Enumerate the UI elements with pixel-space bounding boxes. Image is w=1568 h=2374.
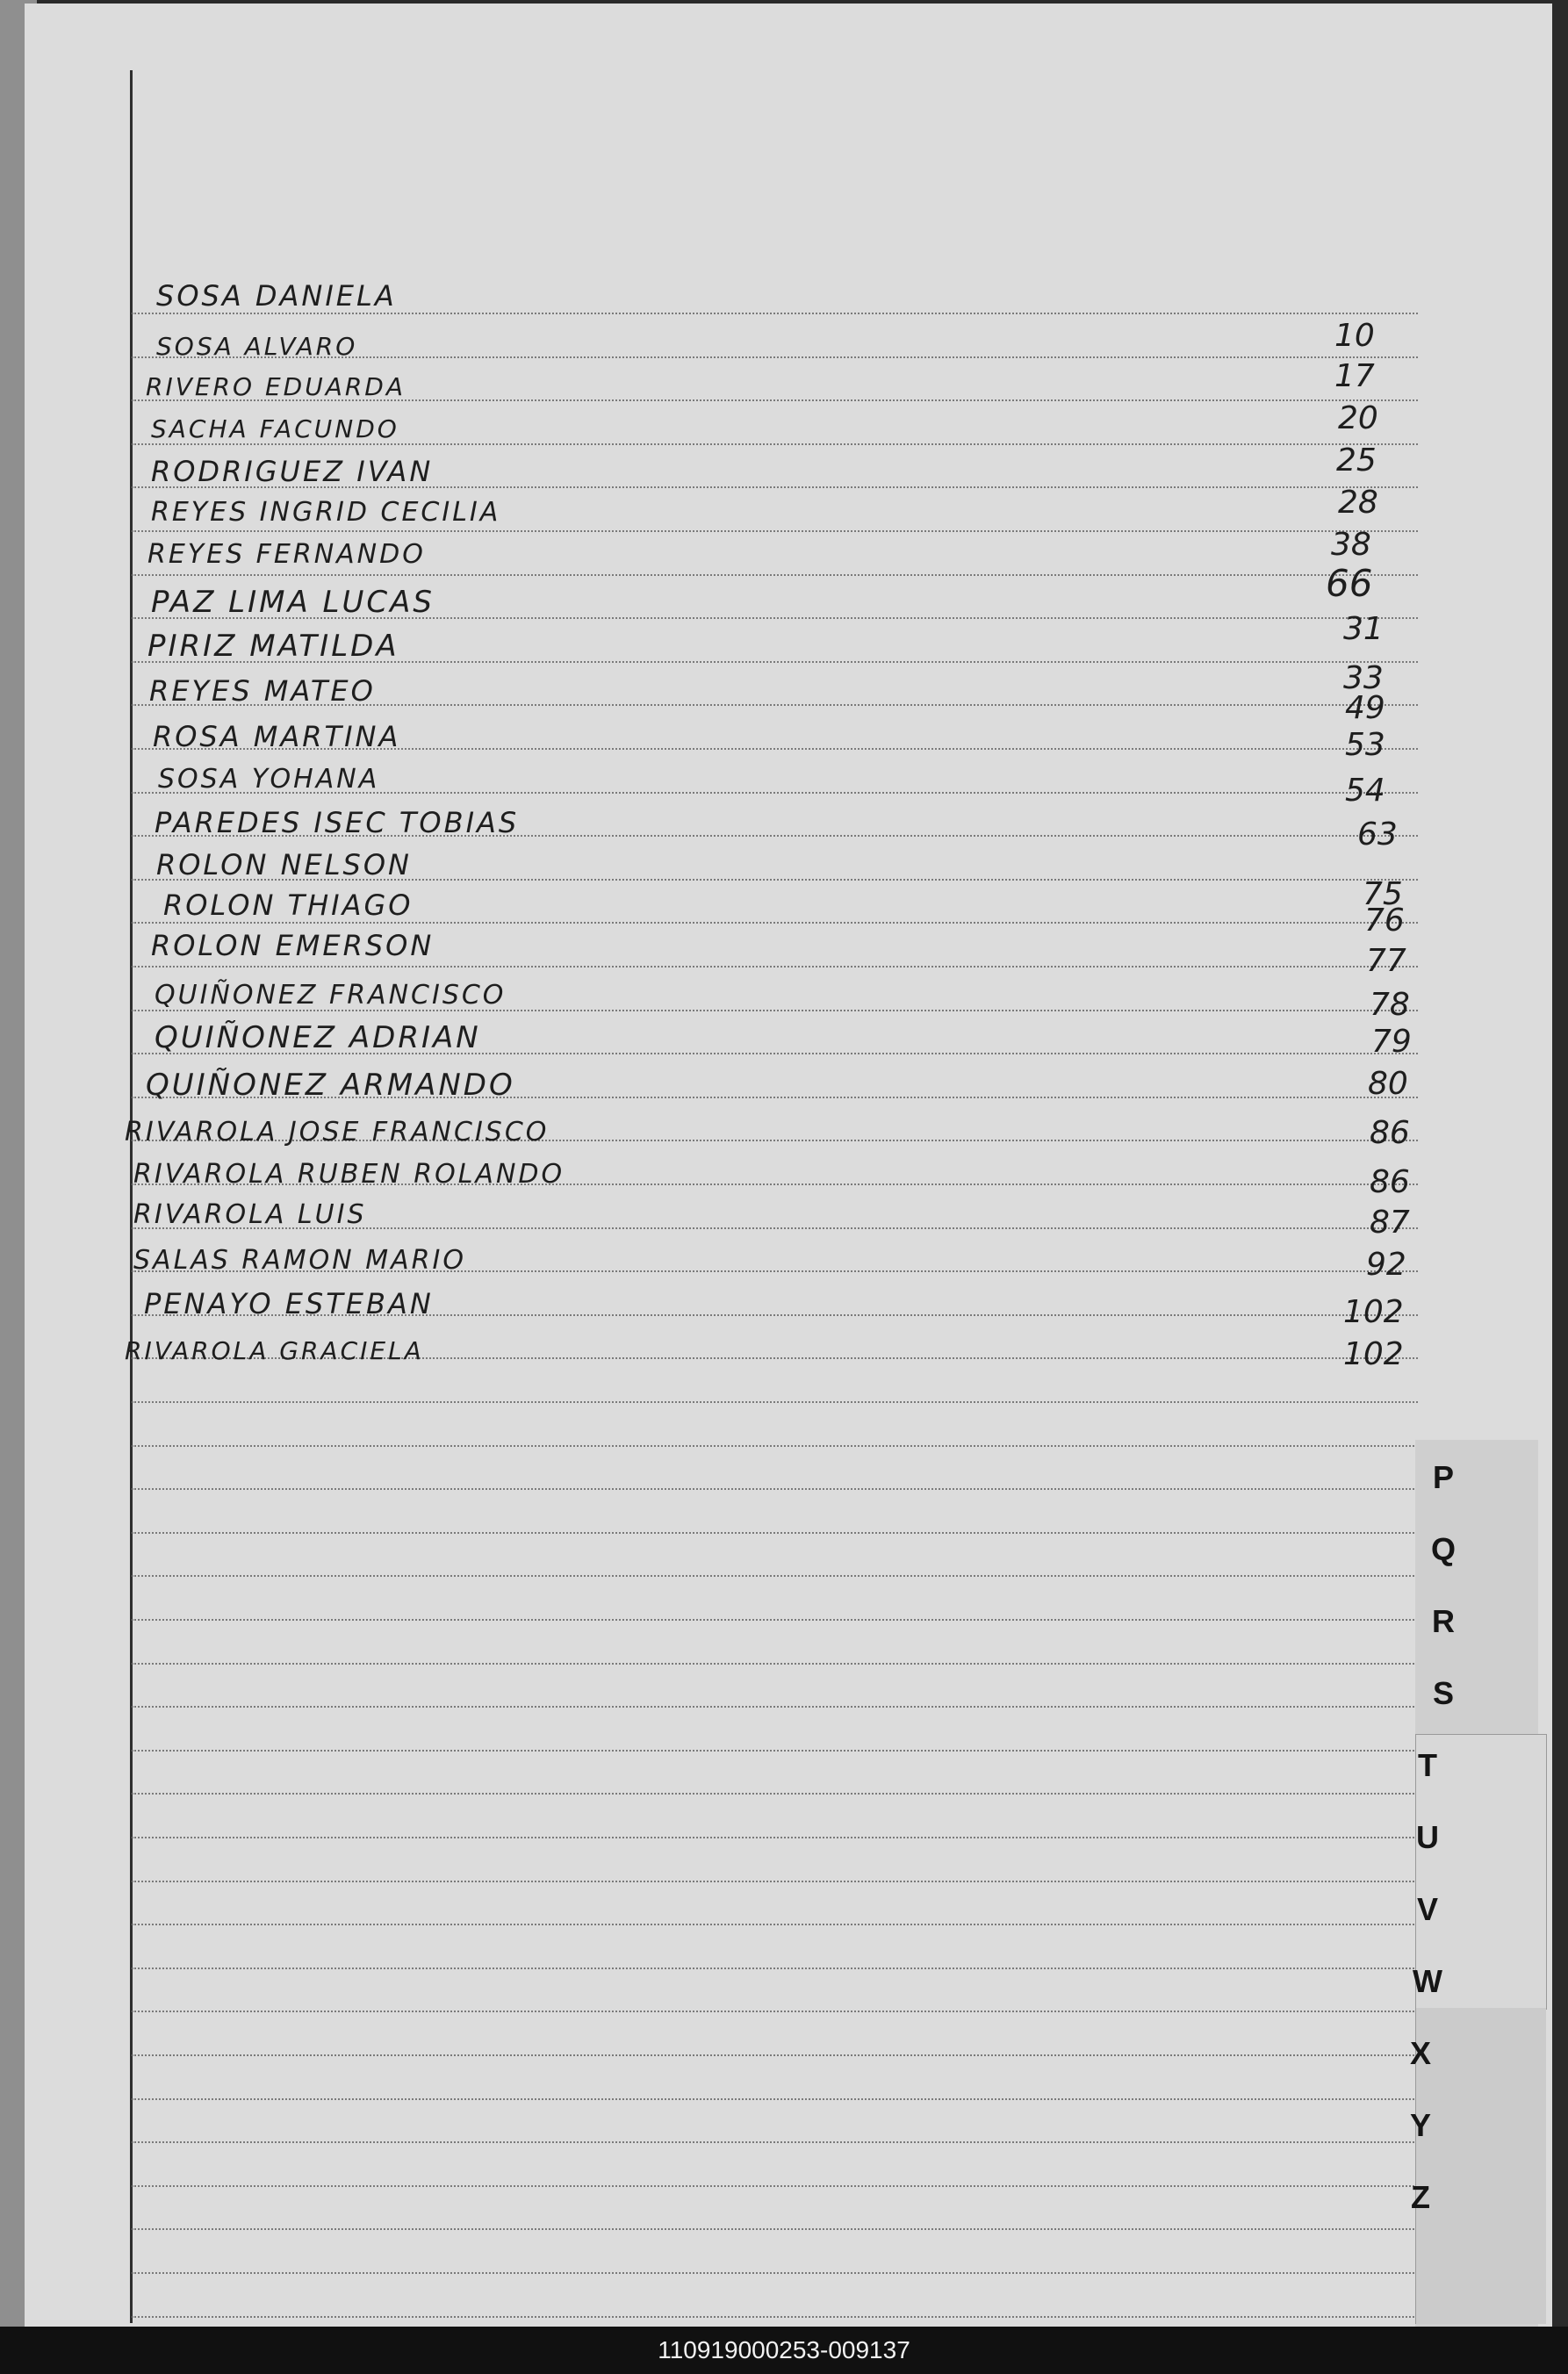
entry-name: SACHA FACUNDO xyxy=(151,414,399,443)
entry-number: 28 xyxy=(1338,485,1378,521)
ruled-line xyxy=(132,1488,1418,1490)
entry-number: 25 xyxy=(1336,442,1377,478)
index-letter[interactable]: T xyxy=(1418,1747,1437,1783)
ruled-line xyxy=(132,2228,1418,2230)
entry-name: SOSA DANIELA xyxy=(156,279,397,313)
index-letter[interactable]: Z xyxy=(1411,2179,1430,2215)
ruled-line xyxy=(132,1575,1418,1577)
entry-number: 92 xyxy=(1366,1247,1406,1283)
entry-number: 102 xyxy=(1343,1336,1404,1372)
entry-name: RIVAROLA GRACIELA xyxy=(125,1336,424,1365)
entry-number: 33 xyxy=(1343,660,1384,696)
index-letter[interactable]: S xyxy=(1432,1675,1454,1711)
entry-number: 77 xyxy=(1366,943,1406,979)
entry-number: 79 xyxy=(1371,1024,1412,1060)
index-letter[interactable]: R xyxy=(1432,1603,1455,1639)
index-letter[interactable]: V xyxy=(1416,1891,1438,1927)
ruled-line xyxy=(132,1793,1418,1795)
ruled-line xyxy=(132,1924,1418,1925)
ruled-line xyxy=(132,1968,1418,1969)
ruled-line xyxy=(132,966,1418,968)
entry-name: ROLON EMERSON xyxy=(151,929,435,962)
entry-number: 10 xyxy=(1334,318,1375,354)
ruled-line xyxy=(132,2316,1418,2318)
entry-number: 20 xyxy=(1338,400,1378,436)
entry-name: QUIÑONEZ ARMANDO xyxy=(146,1068,515,1103)
index-letter[interactable]: W xyxy=(1413,1963,1442,1999)
entry-number: 54 xyxy=(1345,773,1385,809)
entry-name: RIVAROLA LUIS xyxy=(133,1199,367,1230)
index-letter[interactable]: Q xyxy=(1430,1531,1456,1567)
ruled-line xyxy=(132,2272,1418,2274)
entry-number: 86 xyxy=(1370,1115,1410,1151)
entry-name: RIVAROLA RUBEN ROLANDO xyxy=(133,1159,565,1190)
ruled-line xyxy=(132,1663,1418,1665)
entry-number: 31 xyxy=(1343,611,1384,647)
ruled-line xyxy=(132,1837,1418,1838)
ruled-line xyxy=(132,530,1418,532)
ruled-line xyxy=(132,1706,1418,1708)
entry-number: 49 xyxy=(1345,690,1385,726)
ruled-line xyxy=(132,1750,1418,1752)
entry-name: ROSA MARTINA xyxy=(153,720,401,753)
ruled-line xyxy=(132,1532,1418,1534)
ruled-line xyxy=(132,2011,1418,2012)
index-letter[interactable]: Y xyxy=(1409,2107,1431,2143)
entry-name: PIRIZ MATILDA xyxy=(147,629,399,664)
entry-name: REYES INGRID CECILIA xyxy=(151,497,501,528)
ruled-line xyxy=(132,2054,1418,2056)
ruled-line xyxy=(132,1619,1418,1621)
entry-name: REYES FERNANDO xyxy=(147,539,426,570)
entry-number: 102 xyxy=(1343,1294,1404,1330)
ruled-line xyxy=(132,1445,1418,1447)
ruled-line xyxy=(132,2185,1418,2187)
entry-name: RIVERO EDUARDA xyxy=(146,372,406,401)
ruled-line xyxy=(132,574,1418,576)
entry-number: 87 xyxy=(1370,1205,1410,1241)
entry-number: 38 xyxy=(1331,527,1371,563)
entry-name: RIVAROLA JOSE FRANCISCO xyxy=(125,1117,550,1147)
ruled-line xyxy=(132,1401,1418,1403)
scan-footer-id: 110919000253-009137 xyxy=(0,2327,1568,2374)
ruled-line xyxy=(132,313,1418,314)
entry-name: RODRIGUEZ IVAN xyxy=(151,455,434,488)
margin-line xyxy=(130,70,133,2323)
index-letter[interactable]: U xyxy=(1416,1819,1439,1855)
entry-name: SOSA ALVARO xyxy=(156,332,358,361)
entry-name: ROLON THIAGO xyxy=(163,888,414,922)
entry-name: REYES MATEO xyxy=(149,674,376,708)
entry-name: PAREDES ISEC TOBIAS xyxy=(155,806,520,839)
entry-number: 76 xyxy=(1364,903,1405,939)
entry-number: 75 xyxy=(1363,876,1403,912)
ruled-line xyxy=(132,922,1418,924)
index-letter[interactable]: X xyxy=(1409,2035,1431,2071)
index-letter[interactable]: P xyxy=(1432,1459,1454,1495)
entry-number: 53 xyxy=(1345,727,1385,763)
ruled-line xyxy=(132,2141,1418,2143)
entry-name: PENAYO ESTEBAN xyxy=(144,1287,434,1320)
entry-name: PAZ LIMA LUCAS xyxy=(151,585,435,620)
ruled-line xyxy=(132,1881,1418,1882)
entry-number: 86 xyxy=(1370,1164,1410,1200)
ruled-line xyxy=(132,443,1418,445)
ruled-line xyxy=(132,2098,1418,2100)
entry-name: ROLON NELSON xyxy=(156,848,412,881)
entry-name: QUIÑONEZ FRANCISCO xyxy=(155,980,507,1011)
entry-number: 63 xyxy=(1357,817,1398,852)
entry-number: 78 xyxy=(1370,987,1410,1023)
entry-number: 80 xyxy=(1368,1066,1408,1102)
entry-name: SALAS RAMON MARIO xyxy=(133,1245,466,1276)
entry-name: QUIÑONEZ ADRIAN xyxy=(155,1020,481,1055)
entry-number: 17 xyxy=(1334,358,1375,394)
entry-name: SOSA YOHANA xyxy=(158,764,380,795)
entry-number: 66 xyxy=(1326,562,1373,605)
